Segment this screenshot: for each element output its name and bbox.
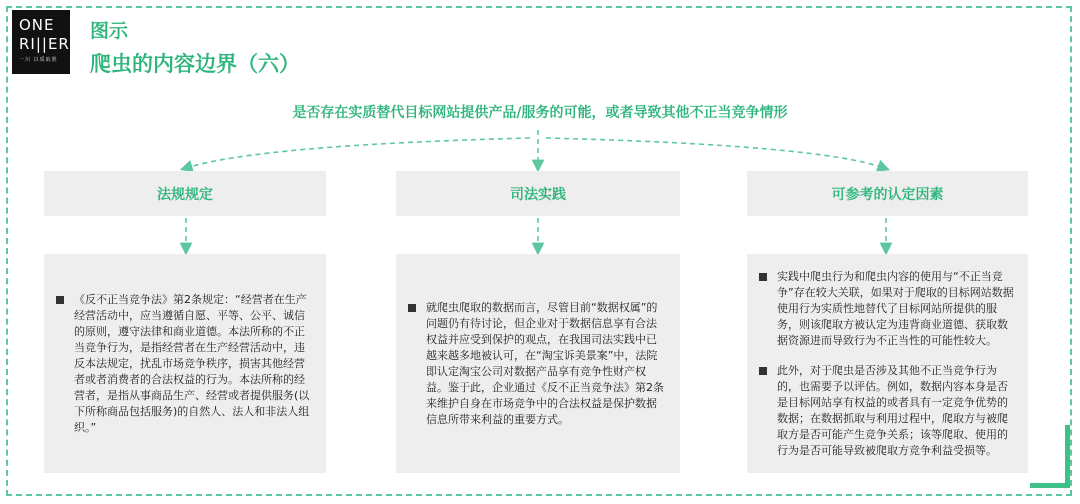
- column-header-judicial-practice: 司法实践: [396, 171, 680, 216]
- column-header-regulations: 法规规定: [44, 171, 326, 216]
- item-text: 《反不正当竞争法》第2条规定：“经营者在生产经营活动中，应当遵循自愿、平等、公平、诚信的原则，遵守法律和商业道德。本法所称的不正当竞争行为，是指经营者在生产经营活动中，违反本法规定，扰乱市场竞争秩序，损害其他经营者或者消费者的合法权益的行为。本法所称的经营者，是指从事商品生产、经营或者提供服务(以下所称商品包括服务)的自然人、法人和非法人组织。”: [74, 292, 310, 434]
- content-box-judicial-practice: [396, 254, 680, 473]
- logo-line-2: RI||ER: [19, 35, 70, 53]
- logo-line-3: 一川 以质取胜: [19, 57, 58, 63]
- arrow-to-column-1: [186, 138, 530, 168]
- bullet-icon: [408, 304, 416, 312]
- content-box-regulations: [44, 254, 326, 473]
- list-item: [759, 269, 1014, 349]
- item-text: 实践中爬虫行为和爬虫内容的使用与“不正当竞争”存在较大关联，如果对于爬取的目标网站数据使用行为实质性地替代了目标网站所提供的服务，则该爬取方被认定为违背商业道德、获取数据资源进而导致行为不正当性的可能性较大。: [777, 269, 1014, 347]
- bullet-icon: [56, 296, 64, 304]
- list-item: [759, 363, 1014, 459]
- logo-line-1: ONE: [19, 16, 55, 34]
- bullet-icon: [759, 367, 767, 375]
- central-question: 是否存在实质替代目标网站提供产品/服务的可能，或者导致其他不正当竞争情形: [292, 105, 788, 121]
- list-item: [56, 292, 312, 436]
- item-text: 此外，对于爬虫是否涉及其他不正当竞争行为的，也需要予以评估。例如，数据内容本身是否是目标网站享有权益的或者具有一定竞争优势的数据；在数据抓取与利用过程中，爬取方与被爬取方是否可能产生竞争关系；该等爬取、使用的行为是否可能导致被爬取方竞争利益受损等。: [777, 363, 1008, 457]
- arrow-to-column-3: [546, 138, 884, 168]
- column-header-reference-factors: 可参考的认定因素: [747, 171, 1028, 216]
- content-box-reference-factors: [747, 254, 1028, 473]
- header-label: 图示: [90, 20, 129, 42]
- list-item: [408, 300, 666, 428]
- item-text: 就爬虫爬取的数据而言，尽管目前“数据权属”的问题仍有待讨论，但企业对于数据信息享有合法权益并应受到保护的观点，在我国司法实践中已越来越多地被认可，在“淘宝诉美景案”中，法院即认定淘宝公司对数据产品享有竞争性财产权益。鉴于此，企业通过《反不正当竞争法》第2条来维护自身在市场竞争中的合法权益是保护数据信息所带来利益的重要方式。: [426, 300, 664, 426]
- page-title: 爬虫的内容边界（六）: [90, 52, 300, 76]
- bullet-icon: [759, 273, 767, 281]
